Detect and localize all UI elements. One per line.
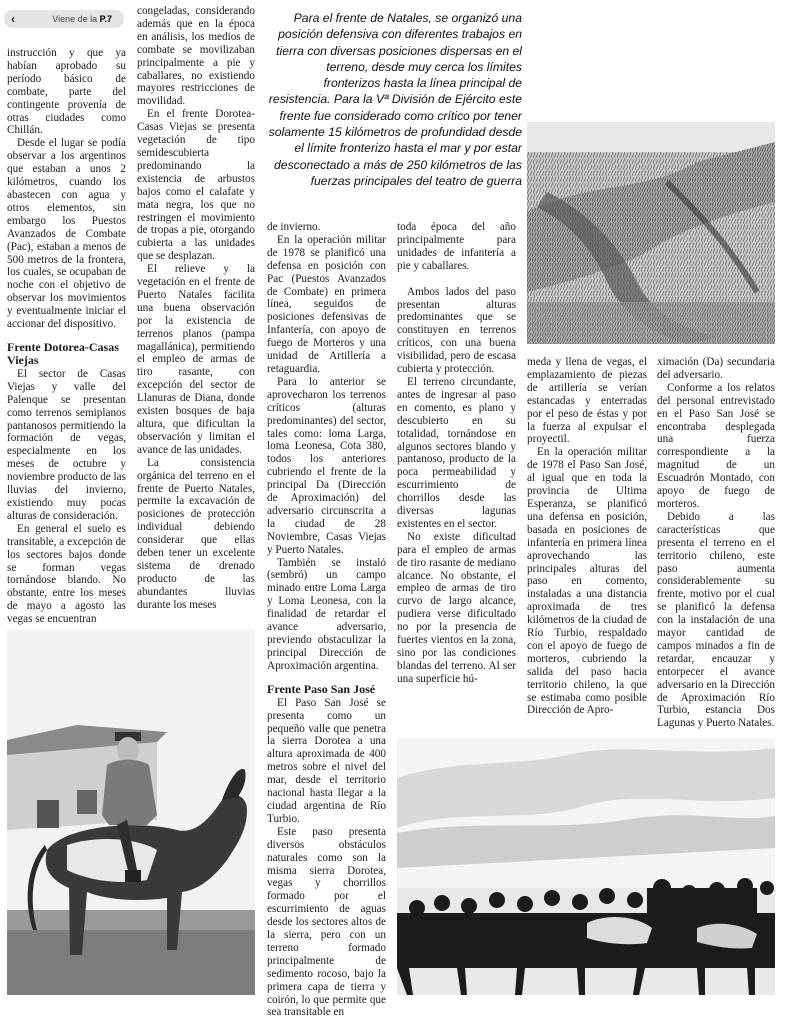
article-column-6 [657,356,775,730]
paragraph: También se instaló (sembró) un campo minado entre Loma Larga y Loma Leonesa, con la finalidad de retardar el avance adversario, previendo obstaculizar la principal Dirección de Aproximación argentina. [267,556,386,672]
paragraph: En la operación militar de 1978 el Paso San José, al igual que en toda la provincia de Ultima Esperanza, se planificó una defensa en posición, basada en posiciones de infantería en primera línea aprovechando las principales alturas del paso en comento, instaladas a una distancia aproximada de tres kilómetros de la ciudad de Río Turbio, respaldado con el apoyo de fuego de morteros, cubriendo la salida del paso hacia territorio chileno, la que se estimaba como posible Dirección de Apro- [527,446,647,717]
paragraph: ximación (Da) secundaria del adversario. [657,356,775,381]
mounted-troops-photo [397,738,775,995]
paragraph: Ambos lados del paso presentan alturas predominantes que se constituyen en terrenos críticos, con una buena visibilidad, pero de escasa cubierta y protección. [397,285,516,376]
paragraph: El relieve y la vegetación en el frente de Puerto Natales facilita una buena observación por la existencia de terrenos planos (pampa magallánica), permitiendo el empleo de armas de tiro rasante, con excepción del sector de Llanuras de Diana, donde existen bosques de baja altura, que dificultan la observación y limitan el avance de las unidades. [137,263,255,456]
paragraph: El terreno circundante, antes de ingresar al paso en comento, es plano y descubierto en su totalidad, tornándose en algunos sectores blando y pantanoso, producto de la poca permeabilidad y escurrimiento de chorrillos desde las diversas lagunas existentes en el sector. [397,375,516,530]
paragraph: Este paso presenta diversos obstáculos naturales como son la misma sierra Dorotea, vegas y chorrillos formado por el escurrimiento de aguas desde los sectores altos de la sierra, pero con un terreno formado principalmente de sedimento rocoso, bajo la primera capa de tierra y coirón, lo que permite que sea transitable en [267,825,386,1019]
pull-quote: Para el frente de Natales, se organizó una posición defensiva con diferentes trabajos en tierra con diversas posiciones dispersas en el terreno, desde muy cerca los límites fronterizos hasta la línea principal de resistencia. Para la Vª División de Ejército este frente fue considerado como crítico por tener solamente 15 kilómetros de profundidad desde el límite fronterizo hasta el mar y por estar desconectado a más de 250 kilómetros de las fuerzas principales del teatro de guerra [268,11,522,188]
paragraph: En el frente Dorotea-Casas Viejas se presenta vegetación de tipo semidescubierta predominando la existencia de arbustos bajos como el calafate y mata negra, los que no restringen el movimiento de tropas a pie, otorgando cubierta a las unidades que se desplazan. [137,108,255,263]
paragraph: congeladas, considerando además que en la época en análisis, los medios de combate se movilizaban principalmente a pie y caballares, no existiendo mayores restricciones de movilidad. [137,5,255,108]
soldier-horse-image [7,630,255,995]
article-column-1 [7,47,126,626]
paragraph: meda y llena de vegas, el emplazamiento de piezas de artillería se verían estancadas y enterradas por el peso de éstas y por la fuerza al expulsar el proyectil. [527,356,647,446]
paragraph: Conforme a los relatos del personal entrevistado en el Paso San José se encontraba desplegada una fuerza correspondiente a la magnitud de un Escuadrón Montado, con apoyo de fuego de morteros. [657,381,775,510]
mounted-troops-image [397,738,775,995]
article-column-4 [397,221,516,686]
article-column-5 [527,356,647,717]
back-nav-label: Viene de la P.7 [52,14,112,24]
trench-photo [527,122,775,344]
paragraph: de invierno. [267,221,321,233]
paragraph: El sector de Casas Viejas y valle del Palenque se presentan como terrenos semiplanos pantanosos permitiendo la formación de vegas, especialmente en los meses de octubre y noviembre producto de las lluvias del invierno, existiendo muy pocas alturas de consideración. [7,367,126,522]
chevron-left-icon[interactable]: ‹ [11,12,15,26]
paragraph: Para lo anterior se aprovecharon los terrenos críticos (alturas predominantes) del sector, tales como: loma Larga, loma Leonesa, Cota 380, todos los anteriores cubriendo el frente de la principal Da (Dirección de Aproximación) del adversario circunscrita a la ciudad de 28 Noviembre, Casas Viejas y Puerto Natales. [267,375,386,556]
paragraph: Desde el lugar se podía observar a los argentinos que estaban a unos 2 kilómetros, cuando los abastecen con agua y otros elementos, sin embargo los Puestos Avanzados de Combate (Pac), estaban a menos de 500 metros de la frontera, los cuales, se ocupaban de noche con el objetivo de observar los movimientos y eventualmente iniciar el accionar del dispositivo. [7,137,126,331]
paragraph: Debido a las características que presenta el terreno en el territorio chileno, este paso aumenta considerablemente su frente, motivo por el cual se planificó la defensa con la instalación de una mayor cantidad de campos minados a fin de retardar, encauzar y entorpecer el avance adversario en la Dirección de Aproximación Río Turbio, estancia Dos Lagunas y Puerto Natales. [657,510,775,730]
back-nav-button[interactable] [4,10,124,28]
trench-photo-image [527,122,775,344]
paragraph: instrucción y que ya habían aprobado su período básico de combate, parte del contingente provenía de otras ciudades como Chillán. [7,47,126,137]
paragraph: La consistencia orgánica del terreno en el frente de Puerto Natales, permite la excavación de posiciones de protección individual debiendo considerar que ellas deben tener un excelente sistema de drenado producto de las abundantes lluvias durante los meses [137,456,255,611]
page-ref: P.7 [99,14,112,24]
article-column-2 [137,5,255,612]
paragraph: El Paso San José se presenta como un pequeño valle que penetra la sierra Dorotea a una altura aproximada de 400 metros sobre el nivel del mar, desde el territorio nacional hasta llegar a la ciudad argentina de Río Turbio. [267,696,386,825]
section-heading-paso-san-jose: Frente Paso San José [267,681,376,696]
paragraph: No existe dificultad para el empleo de armas de tiro rasante de mediano alcance. No obstante, el empleo de armas de tiro curvo de largo alcance, pudiera verse dificultado no por la presencia de fuertes vientos en la zona, sino por las condiciones blandas del terreno. Al ser una superficie hú- [397,530,516,685]
paragraph: En la operación militar de 1978 se planificó una defensa en posición con Pac (Puestos Avanzados de Combate) en primera línea, seguidos de posiciones defensivas de Infantería, con apoyo de fuego de Morteros y una unidad de Artillería a retaguardia. [267,233,386,375]
paragraph: En general el suelo es transitable, a excepción de los sectores bajos donde se forman vegas tornándose blando. No obstante, entre los meses de mayo a agosto las vegas se encuentran [7,522,126,626]
article-column-3 [267,221,386,1019]
paragraph: toda época del año principalmente para unidades de infantería a pie y caballares. [397,221,516,272]
section-heading-dotorea: Frente Dotorea-Casas Viejas [7,339,119,367]
soldier-horse-photo [7,630,255,995]
